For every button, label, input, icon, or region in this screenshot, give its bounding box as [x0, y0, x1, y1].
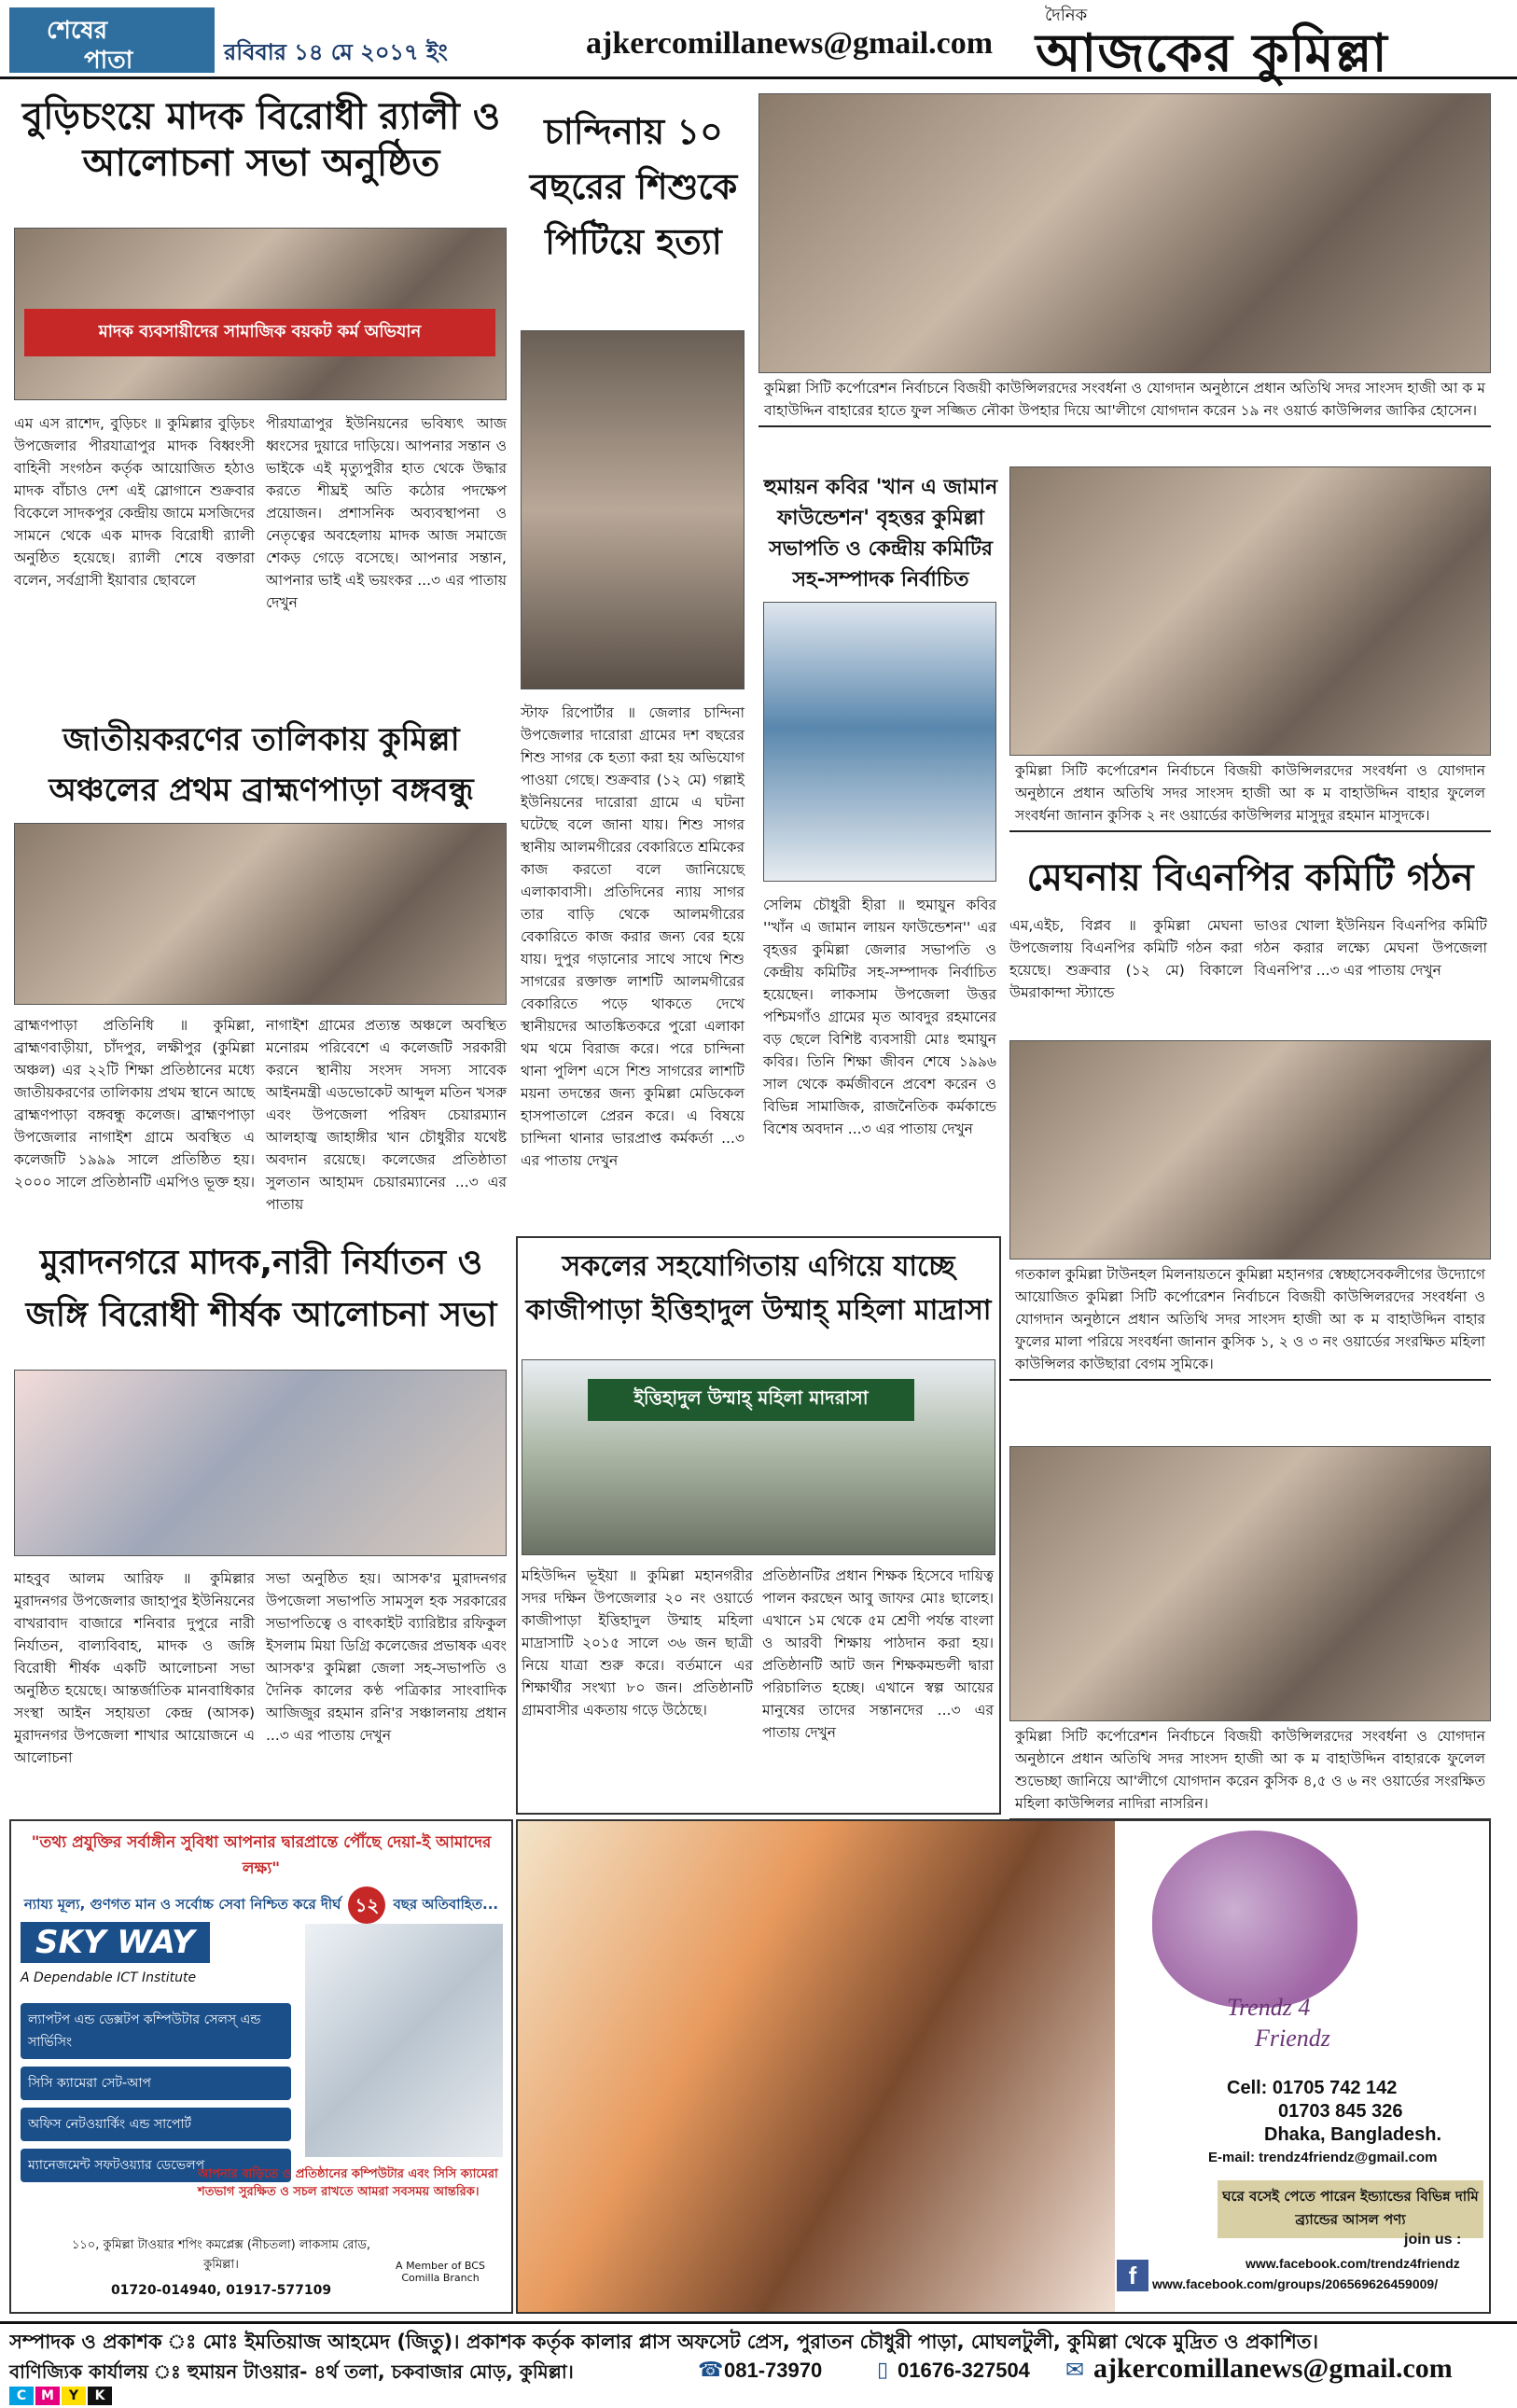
ad-trendz-fb2[interactable]: www.facebook.com/groups/206569626459009/: [1152, 2276, 1439, 2291]
cmyk-m: M: [35, 2387, 60, 2405]
photo-townhall: [1009, 1040, 1491, 1441]
ad-trendz-join: join us :: [1404, 2232, 1462, 2248]
ad-skyway-services: [21, 2003, 291, 2182]
ad-skyway: [9, 1819, 513, 2314]
story-chandina-body: স্টাফ রিপোর্টার ॥ জেলার চান্দিনা উপজেলার দারোরা গ্রামের দশ বছরের শিশু সাগর কে হত্যা করা হয় অভিযোগ পাওয়া গেছে। শুক্রবার (১২ মে) গল্লাই ইউনিয়নের দারোরা গ্রামে এ ঘটনা ঘটেছে বলে জানা যায়। শিশু সাগর স্থানীয় আলমগীরের বেকারিতে শ্রমিকের কাজ করতো বলে জানিয়েছে এলাকাবাসী। প্রতিদিনের ন্যায় সাগর তার বাড়ি থেকে আলমগীরের বেকারিতে কাজ করার জন্য বের হয়ে যায়। দুপুর গড়ানোর সাথে সাথে শিশু সাগরের রক্তাক্ত লাশটি আলমগীরের বেকারিতে পড়ে থাকতে দেখে স্থানীয়দের আতঙ্কিতকরে পুরো এলাকা থম থমে বিরাজ করে। পরে চান্দিনা থানা পুলিশ এসে শিশু সাগরের লাশটি ময়না তদন্তের জন্য কুমিল্লা মেডিকেল হাসপাতালে প্রেরন করে। এ বিষয়ে চান্দিনা থানার ভারপ্রাপ্ত কর্মকর্তা ...৩ এর পাতায় দেখুন: [521, 704, 745, 1170]
ad-trendz-cell2: 01703 845 326: [1278, 2101, 1403, 2122]
ad-trendz-city: Dhaka, Bangladesh.: [1264, 2124, 1442, 2145]
photo-rally: [14, 228, 507, 400]
photo-madrasa: [522, 1359, 995, 1555]
phone-icon: ☎: [698, 2359, 724, 2382]
photo-humayun-portrait: [763, 602, 996, 882]
cmyk-c: C: [9, 2387, 34, 2405]
ad-skyway-sub: ন্যায্য মূল্য, গুণগত মান ও সর্বোচ্চ সেবা নিশ্চিত করে দীর্ঘ: [23, 1895, 341, 1913]
footer-rule: [0, 2321, 1517, 2324]
ad-skyway-brand: SKY WAY: [21, 1922, 210, 1963]
ad-skyway-tagline: "তথ্য প্রযুক্তির সর্বাঙ্গীন সুবিধা আপনার দ্বারপ্রান্তে পৌঁছে দেয়া-ই আমাদের লক্ষ্য": [31, 1833, 492, 1878]
footer-phone2: 01676-327504: [898, 2359, 1030, 2382]
ad-trendz-offer: ঘরে বসেই পেতে পারেন ইন্ড্যান্ডের বিভিন্ন দামি ব্র্যান্ডের আসল পণ্য: [1218, 2180, 1483, 2238]
story-humayun: [758, 466, 1003, 1236]
photo-nadira-image: [1009, 1446, 1491, 1721]
section-label: [9, 7, 215, 73]
photo-boat-gift-image: [758, 93, 1491, 373]
ad-skyway-service-item: সিসি ক্যামেরা সেট-আপ: [21, 2067, 291, 2100]
photo-muradnagar-meeting: [14, 1370, 507, 1556]
section-label-top: শেষের: [47, 17, 108, 45]
story-muradnagar-col1: মাহবুব আলম আরিফ ॥ কুমিল্লার মুরাদনগর উপজেলার জাহাপুর ইউনিয়নের বাখরাবাদ বাজারে শনিবার দুপুরে নারী নির্যাতন, বাল্যবিবাহ, মাদক ও জঙ্গি বিরোধী শীর্ষক একটি আলোচনা সভা অনুষ্ঠিত হয়েছে। আন্তর্জাতিক মানবাধিকার সংস্থা আইন সহায়তা কেন্দ্র (আসক) মুরাদনগর উপজেলা শাখার আয়োজনে এ আলোচনা: [14, 1570, 255, 1767]
headline-madrasa: সকলের সহযোগিতায় এগিয়ে যাচ্ছে কাজীপাড়া ইত্তিহাদুল উম্মাহ্ মহিলা মাদ্রাসা: [525, 1250, 992, 1327]
story-muradnagar: [9, 1230, 513, 1808]
photo-masud: [1009, 466, 1491, 840]
story-brahmanpara: [9, 711, 513, 1219]
ad-skyway-sub2: বছর অতিবাহিত...: [393, 1895, 499, 1913]
footer-phone1: 081-73970: [724, 2359, 823, 2382]
ad-skyway-brand-sub: A Dependable ICT Institute: [21, 1970, 197, 1985]
headline-humayun: হুমায়ন কবির 'খান এ জামান ফাউন্ডেশন' বৃহত্তর কুমিল্লা সভাপতি ও কেন্দ্রীয় কমিটির সহ-সম্পাদক নির্বাচিত: [763, 476, 998, 592]
footer-line2: বাণিজ্যিক কার্যালয় ঃ হুমায়ন টাওয়ার- ৪র্থ তলা, চকবাজার মোড়, কুমিল্লা।: [9, 2360, 574, 2383]
photo-child: [521, 330, 745, 689]
paper-name: আজকের কুমিল্লা: [1036, 23, 1388, 84]
masthead-date: রবিবার ১৪ মে ২০১৭ ইং: [224, 39, 448, 65]
ad-skyway-service-item: অফিস নেটওয়ার্কিং এন্ড সাপোর্ট: [21, 2108, 291, 2141]
story-burichang-col1: এম এস রাশেদ, বুড়িচং ॥ কুমিল্লার বুড়িচং উপজেলার পীরযাত্রাপুর মাদক বিধ্বংসী বাহিনী সংগঠন কর্তৃক আয়োজিত হঠাও মাদক বাঁচাও দেশ এই স্লোগানে শুক্রবার বিকেলে সাদকপুর কেন্দ্রীয় জামে মসজিদের সামনে থেকে এক মাদক বিরোধী র‌্যালী অনুষ্ঠিত হয়েছে। র‌্যালী শেষে বক্তারা বলেন, সর্বগ্রাসী ইয়াবার ছোবলে: [14, 415, 255, 590]
ad-trendz-email[interactable]: E-mail: trendz4friendz@gmail.com: [1208, 2150, 1438, 2165]
photo-boat-gift-caption: কুমিল্লা সিটি কর্পোরেশন নির্বাচনে বিজয়ী কাউন্সিলরদের সংবর্ধনা ও যোগদান অনুষ্ঠানে প্রধান অতিথি সদর সাংসদ হাজী আ ক ম বাহাউদ্দিন বাহারের হাতে ফুল সজ্জিত নৌকা উপহার দিয়ে আ'লীগে যোগদান করেন ১৯ নং ওয়ার্ড কাউন্সিলর জাকির হোসেন।: [758, 373, 1491, 427]
ad-trendz-fb1[interactable]: www.facebook.com/trendz4friendz: [1246, 2256, 1460, 2271]
ad-trendz: [516, 1819, 1491, 2314]
headline-burichang: বুড়িচংয়ে মাদক বিরোধী র‌্যালী ও আলোচনা সভা অনুষ্ঠিত: [21, 95, 501, 185]
photo-brahmanpara-meeting: [14, 823, 507, 1005]
ad-skyway-service-item: ম্যানেজমেন্ট সফটওয়্যার ডেভেলপ: [21, 2149, 291, 2182]
story-burichang: [9, 86, 513, 706]
headline-muradnagar: মুরাদনগরে মাদক,নারী নির্যাতন ও জঙ্গি বিরোধী শীর্ষক আলোচনা সভা: [25, 1244, 497, 1334]
rally-banner: মাদক ব্যবসায়ীদের সামাজিক বয়কট কর্ম অভিযান: [24, 309, 495, 356]
photo-nadira: [1009, 1446, 1491, 1815]
photo-nadira-caption: কুমিল্লা সিটি কর্পোরেশন নির্বাচনে বিজয়ী কাউন্সিলরদের সংবর্ধনা ও যোগদান অনুষ্ঠানে প্রধান অতিথি সদর সাংসদ হাজী আ ক ম বাহাউদ্দিন বাহারকে ফুলেল শুভেচ্ছা জানিয়ে আ'লীগে যোগদান করেন কুসিক ৪,৫ ও ৬ নং ওয়ার্ডের সংরক্ষিত মহিলা কাউন্সিলর নাদিরা নাসরিন।: [1009, 1721, 1491, 1820]
story-muradnagar-col2: সভা অনুষ্ঠিত হয়। আসক'র মুরাদনগর উপজেলা সভাপতি সামসুল হক সরকারের সভাপতিত্বে ও বাৎকাইট ব্যারিষ্টার রফিকুল ইসলাম মিয়া ডিগ্রি কলেজের প্রভাষক এবং আসক'র কুমিল্লা জেলা সহ-সভাপতি ও দৈনিক কালের কণ্ঠ পত্রিকার সাংবাদিক আজিজুর রহমান রনি'র সঞ্চালনায় প্রধান ...৩ এর পাতায় দেখুন: [266, 1570, 507, 1745]
butterfly-icon: [1152, 1830, 1357, 2008]
footer-line1: সম্পাদক ও প্রকাশক ঃ মোঃ ইমতিয়াজ আহমেদ (জিতু)। প্রকাশক কর্তৃক কালার প্লাস অফসেট প্রেস, পুরাতন চৌধুরী পাড়া, মোঘলটুলী, কুমিল্লা থেকে মুদ্রিত ও প্রকাশিত।: [9, 2331, 1319, 2353]
photo-masud-image: [1009, 466, 1491, 756]
story-chandina: [516, 86, 751, 1229]
ad-trendz-model-image: [518, 1821, 1115, 2312]
ad-skyway-promo: আপনার বাড়িতে ও প্রতিষ্ঠানের কম্পিউটার এবং সিসি ক্যামেরা শতভাগ সুরক্ষিত ও সচল রাখতে আমরা সবসময় আন্তরিক।: [198, 2167, 498, 2199]
photo-masud-caption: কুমিল্লা সিটি কর্পোরেশন নির্বাচনে বিজয়ী কাউন্সিলরদের সংবর্ধনা ও যোগদান অনুষ্ঠানে প্রধান অতিথি সদর সাংসদ হাজী আ ক ম বাহাউদ্দিন বাহার ফুলেল সংবর্ধনা জানান কুসিক ২ নং ওয়ার্ডের কাউন্সিলর মাসুদুর রহমান মাসুদকে।: [1009, 756, 1491, 832]
story-madrasa-col1: মহিউদ্দিন ভূইয়া ॥ কুমিল্লা মহানগরীর সদর দক্ষিন উপজেলার ২০ নং ওয়ার্ডে কাজীপাড়া ইত্তিহাদুল উম্মাহ মহিলা মাদ্রাসাটি ২০১৫ সালে ৩৬ জন ছাত্রী নিয়ে যাত্রা শুরু করে। বর্তমানে এর শিক্ষার্থীর সংখ্যা ৮০ জন। প্রতিষ্ঠানটি গ্রামবাসীর একতায় গড়ে উঠেছে।: [522, 1567, 753, 1719]
email-icon: ✉: [1065, 2357, 1085, 2383]
cmyk-strip: [9, 2387, 112, 2405]
ad-trendz-brand-line1: Trendz 4: [1227, 1994, 1311, 2021]
story-brahmanpara-col1: ব্রাহ্মণপাড়া প্রতিনিধি ॥ কুমিল্লা, ব্রাহ্মণবাড়ীয়া, চাঁদপুর, লক্ষীপুর (কুমিল্লা অঞ্চল) এর ২২টি শিক্ষা প্রতিষ্ঠানের মধ্যে জাতীয়করণের তালিকায় প্রথম স্থানে আছে ব্রাহ্মণপাড়া বঙ্গবন্ধু কলেজ। ব্রাহ্মণপাড়া উপজেলার নাগাইশ গ্রামে অবস্থিত এ কলেজটি ১৯৯৯ সালে প্রতিষ্ঠিত হয়। ২০০০ সালে প্রতিষ্ঠানটি এমপিও ভূক্ত হয়।: [14, 1017, 256, 1191]
photo-boat-gift: [758, 93, 1491, 457]
cmyk-k: K: [88, 2387, 112, 2405]
story-meghna: [1009, 849, 1491, 1031]
story-humayun-body: সেলিম চৌধুরী হীরা ॥ হুমায়ুন কবির ''খাঁন এ জামান লায়ন ফাউন্ডেশন'' এর বৃহত্তর কুমিল্লা জেলার সভাপতি ও কেন্দ্রীয় কমিটির সহ-সম্পাদক নির্বাচিত হয়েছেন। লাকসাম উপজেলা উত্তর পশ্চিমগাঁও গ্রামের মৃত আবদুর রহমানের বড় ছেলে বিশিষ্ট ব্যবসায়ী মোঃ হুমায়ুন কবির। তিনি শিক্ষা জীবন শেষে ১৯৯৬ সাল থেকে কর্মজীবনে প্রবেশ করেন ও বিভিন্ন সামাজিক, রাজনৈতিক কর্মকান্ডে বিশেষ অবদান ...৩ এর পাতায় দেখুন: [763, 897, 996, 1138]
ad-trendz-brand-line2: Friendz: [1255, 2025, 1330, 2052]
story-meghna-col1: এম,এইচ, বিপ্লব ॥ কুমিল্লা মেঘনা উপজেলায় বিএনপির কমিটি গঠন করা হয়েছে। শুক্রবার (১২ মে) বিকালে উমরাকান্দা স্ট্যান্ডে: [1009, 917, 1243, 1002]
ad-skyway-service-item: ল্যাপটপ এন্ড ডেক্সটপ কম্পিউটার সেলস্ এন্ড সার্ভিসিং: [21, 2003, 291, 2059]
headline-brahmanpara: জাতীয়করণের তালিকায় কুমিল্লা অঞ্চলের প্রথম ব্রাহ্মণপাড়া বঙ্গবন্ধু: [49, 721, 474, 810]
madrasa-signboard: ইত্তিহাদুল উম্মাহ্ মহিলা মাদরাসা: [588, 1379, 914, 1421]
story-meghna-col2: ভাওর খোলা ইউনিয়ন বিএনপির কমিটি গঠন করার লক্ষ্যে মেঘনা উপজেলা বিএনপি'র ...৩ এর পাতায় দেখুন: [1254, 917, 1487, 980]
paper-name-prefix: দৈনিক: [1045, 6, 1088, 25]
ad-trendz-cell: Cell: 01705 742 142: [1227, 2078, 1398, 2098]
cmyk-y: Y: [62, 2387, 86, 2405]
facebook-icon[interactable]: f: [1117, 2260, 1148, 2291]
footer-email[interactable]: ajkercomillanews@gmail.com: [1093, 2353, 1453, 2384]
ad-skyway-years: ১২: [348, 1886, 385, 1924]
ad-skyway-devices-image: [305, 1924, 503, 2157]
ad-skyway-phones: 01720-014940, 01917-577109: [110, 2283, 332, 2298]
ad-trendz-panel: [1115, 1821, 1489, 2312]
story-madrasa-col2: প্রতিষ্ঠানটির প্রধান শিক্ষক হিসেবে দায়িত্ব পালন করছেন আবু জাফর মোঃ ছালেহ। এখানে ১ম থেকে ৫ম শ্রেণী পর্যন্ত বাংলা ও আরবী শিক্ষায় পাঠদান করা হয়। প্রতিষ্ঠানটি আট জন শিক্ষকমন্ডলী দ্বারা পরিচালিত হচ্ছে। এখানে স্বল্প আয়ের মানুষের তাদের সন্তানদের ...৩ এর পাতায় দেখুন: [762, 1567, 994, 1742]
story-madrasa: [516, 1236, 1001, 1815]
photo-townhall-caption: গতকাল কুমিল্লা টাউনহল মিলনায়তনে কুমিল্লা মহানগর স্বেচ্ছাসেবকলীগের উদ্যোগে আয়োজিত কুমিল্লা সিটি কর্পোরেশন নির্বাচনে বিজয়ী কাউন্সিলরদের সংবর্ধনা ও যোগদান অনুষ্ঠানে প্রধান অতিথি সদর সাংসদ হাজী আ ক ম বাহাউদ্দিন বাহার ফুলের মালা পরিয়ে সংবর্ধনা জানান কুসিক ১, ২ ও ৩ নং ওয়ার্ডের সংরক্ষিত মহিলা কাউন্সিলর কাউছারা বেগম সুমিকে।: [1009, 1260, 1491, 1381]
headline-chandina: চান্দিনায় ১০ বছরের শিশুকে পিটিয়ে হত্যা: [529, 111, 738, 262]
masthead-email[interactable]: ajkercomillanews@gmail.com: [586, 26, 994, 61]
headline-meghna: মেঘনায় বিএনপির কমিটি গঠন: [1026, 856, 1474, 899]
mobile-icon: ▯: [877, 2359, 889, 2382]
photo-townhall-image: [1009, 1040, 1491, 1260]
story-burichang-col2: পীরযাত্রাপুর ইউনিয়নের ভবিষ্যৎ আজ ধ্বংসের দুয়ারে দাড়িয়ে। আপনার সন্তান ও ভাইকে এই মৃত্যুপুরীর হাত থেকে উদ্ধার করতে শীঘ্রই অতি কঠোর পদক্ষেপ প্রয়োজন। প্রশাসনিক অব্যবস্থাপনা ও নেতৃত্বের অবহেলায় মাদক আজ সমাজে শেকড় গেড়ে বসেছে। আপনার সন্তান, আপনার ভাই এই ভয়ংকর ...৩ এর পাতায় দেখুন: [266, 415, 507, 612]
ad-skyway-member: A Member of BCS Comilla Branch: [396, 2260, 485, 2284]
section-label-bottom: পাতা: [84, 47, 133, 75]
ad-skyway-address: ১১০, কুমিল্লা টাওয়ার শপিং কমপ্লেক্স (নীচতলা) লাকসাম রোড, কুমিল্লা।: [71, 2238, 371, 2272]
story-brahmanpara-col2: নাগাইশ গ্রামের প্রত্যন্ত অঞ্চলে অবস্থিত মনোরম পরিবেশে এ কলেজটি সরকারী করনে স্থানীয় সংসদ সদস্য সাবেক আইনমন্ত্রী এডভোকেট আব্দুল মতিন খসরু এবং উপজেলা পরিষদ চেয়ারম্যান আলহাজ্ব জাহাঙ্গীর খান চৌধুরীর যথেষ্ট অবদান রয়েছে। কলেজের প্রতিষ্ঠাতা সুলতান আহামদ চেয়ারম্যানের ...৩ এর পাতায়: [266, 1017, 507, 1214]
masthead: [0, 0, 1517, 84]
